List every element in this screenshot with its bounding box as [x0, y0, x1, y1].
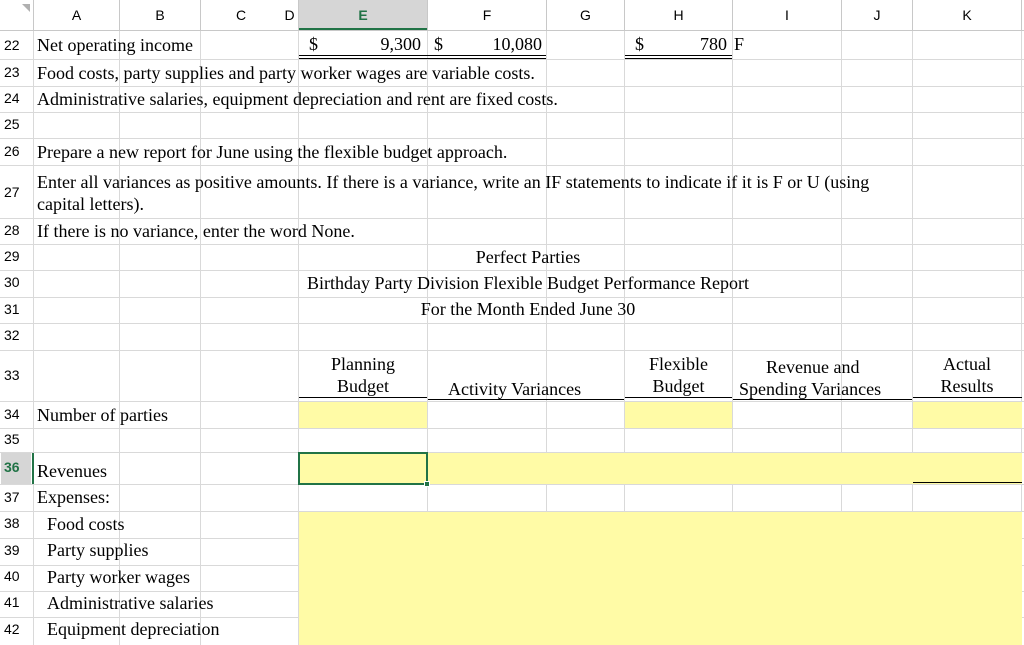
net-operating-income-label[interactable]: Net operating income	[37, 35, 193, 55]
row-header-39[interactable]: 39	[4, 542, 20, 558]
actual-parties-input[interactable]	[913, 402, 1022, 428]
flexible-header-underline	[625, 397, 732, 398]
row-header-33[interactable]: 33	[4, 367, 20, 383]
h22-double-underline	[625, 55, 732, 59]
fill-handle[interactable]	[424, 481, 430, 487]
administrative-salaries-label[interactable]: Administrative salaries	[47, 593, 214, 613]
planning-budget-header[interactable]	[299, 353, 427, 397]
planning-header-line2: Budget	[337, 376, 389, 396]
flexible-budget-header[interactable]	[625, 353, 732, 397]
e22-dollar: $	[309, 34, 318, 54]
expenses-label[interactable]: Expenses:	[37, 487, 110, 507]
equipment-depreciation-label[interactable]: Equipment depreciation	[47, 619, 220, 639]
f22-dollar: $	[434, 34, 443, 54]
report-title[interactable]: Birthday Party Division Flexible Budget Performance Report	[307, 273, 749, 293]
actual-header-underline	[913, 397, 1022, 398]
column-header-j[interactable]: J	[873, 7, 881, 23]
column-header-b[interactable]: B	[155, 7, 165, 23]
revspend-header-underline	[733, 399, 912, 400]
row-header-37[interactable]: 37	[4, 489, 20, 505]
row-header-29[interactable]: 29	[4, 248, 20, 264]
actual-results-header[interactable]	[913, 353, 1021, 397]
revenues-label[interactable]: Revenues	[37, 461, 107, 481]
row23-note[interactable]: Food costs, party supplies and party worker wages are variable costs.	[37, 63, 535, 83]
report-company[interactable]: Perfect Parties	[475, 247, 581, 267]
active-cell-e36[interactable]	[298, 452, 428, 485]
row-header-32[interactable]: 32	[4, 327, 20, 343]
row26-instruction[interactable]: Prepare a new report for June using the flexible budget approach.	[37, 142, 508, 162]
revenue-spending-header[interactable]	[733, 356, 903, 400]
column-header-k[interactable]: K	[962, 7, 972, 23]
column-header-g[interactable]: G	[580, 7, 591, 23]
row-header-31[interactable]: 31	[4, 301, 20, 317]
row-header-26[interactable]: 26	[4, 143, 20, 159]
row-header-22[interactable]: 22	[4, 37, 20, 53]
flexible-parties-input[interactable]	[625, 402, 732, 428]
row-header-30[interactable]: 30	[4, 274, 20, 290]
row-36-selection-marker	[32, 453, 34, 484]
revspend-header-line2: Spending Variances	[739, 379, 882, 399]
planning-header-underline	[299, 397, 427, 398]
planning-parties-input[interactable]	[299, 402, 427, 428]
row-header-27[interactable]: 27	[4, 184, 20, 200]
planning-header-line1: Planning	[330, 354, 395, 374]
column-header-h[interactable]: H	[673, 7, 684, 23]
f22-value[interactable]: 10,080	[492, 34, 542, 54]
i22-flag[interactable]: F	[734, 34, 745, 54]
row27-instruction-line1[interactable]: Enter all variances as positive amounts. If there is a variance, write an IF statements to indicate if it is F or U (using	[37, 172, 870, 192]
party-worker-wages-label[interactable]: Party worker wages	[47, 567, 190, 587]
row-header-40[interactable]: 40	[4, 568, 20, 584]
row-header-42[interactable]: 42	[4, 621, 20, 637]
row-header-41[interactable]: 41	[4, 594, 20, 610]
column-header-c[interactable]: C	[235, 7, 247, 23]
row-header-25[interactable]: 25	[4, 116, 20, 132]
revenues-input-row[interactable]	[428, 453, 1022, 484]
flexible-header-line1: Flexible	[649, 354, 708, 374]
e22-value[interactable]: 9,300	[380, 34, 421, 54]
number-of-parties-label[interactable]: Number of parties	[37, 405, 168, 425]
column-header-f[interactable]: F	[482, 7, 492, 23]
report-period[interactable]: For the Month Ended June 30	[420, 299, 636, 319]
activity-variances-header[interactable]: Activity Variances	[448, 379, 582, 399]
row27-instruction-line2: capital letters).	[37, 194, 144, 214]
select-all-corner-icon	[22, 4, 30, 12]
h22-dollar: $	[635, 34, 644, 54]
row-header-38[interactable]: 38	[4, 515, 20, 531]
party-supplies-label[interactable]: Party supplies	[47, 540, 149, 560]
h22-value[interactable]: 780	[700, 34, 727, 54]
expenses-input-area[interactable]	[299, 512, 1022, 645]
revspend-header-line1: Revenue and	[766, 357, 860, 377]
row-header-36[interactable]: 36	[1, 453, 31, 484]
actual-revenues-underline	[913, 482, 1022, 483]
column-header-a[interactable]: A	[71, 7, 82, 23]
row-header-23[interactable]: 23	[4, 64, 20, 80]
row-header-28[interactable]: 28	[4, 222, 20, 238]
row28-instruction[interactable]: If there is no variance, enter the word None.	[37, 221, 355, 241]
column-header-i[interactable]: I	[785, 7, 789, 23]
food-costs-label[interactable]: Food costs	[47, 514, 125, 534]
column-header-d[interactable]: D	[284, 7, 295, 23]
row24-note[interactable]: Administrative salaries, equipment depreciation and rent are fixed costs.	[37, 89, 558, 109]
flexible-header-line2: Budget	[652, 376, 705, 396]
actual-header-line2: Results	[940, 376, 994, 396]
column-header-e[interactable]: E	[299, 0, 427, 30]
row-header-24[interactable]: 24	[4, 90, 20, 106]
e22-f22-double-underline	[299, 55, 546, 59]
activity-header-underline	[428, 399, 624, 400]
actual-header-line1: Actual	[943, 354, 991, 374]
row-header-35[interactable]: 35	[4, 431, 20, 447]
row-header-34[interactable]: 34	[4, 406, 20, 422]
